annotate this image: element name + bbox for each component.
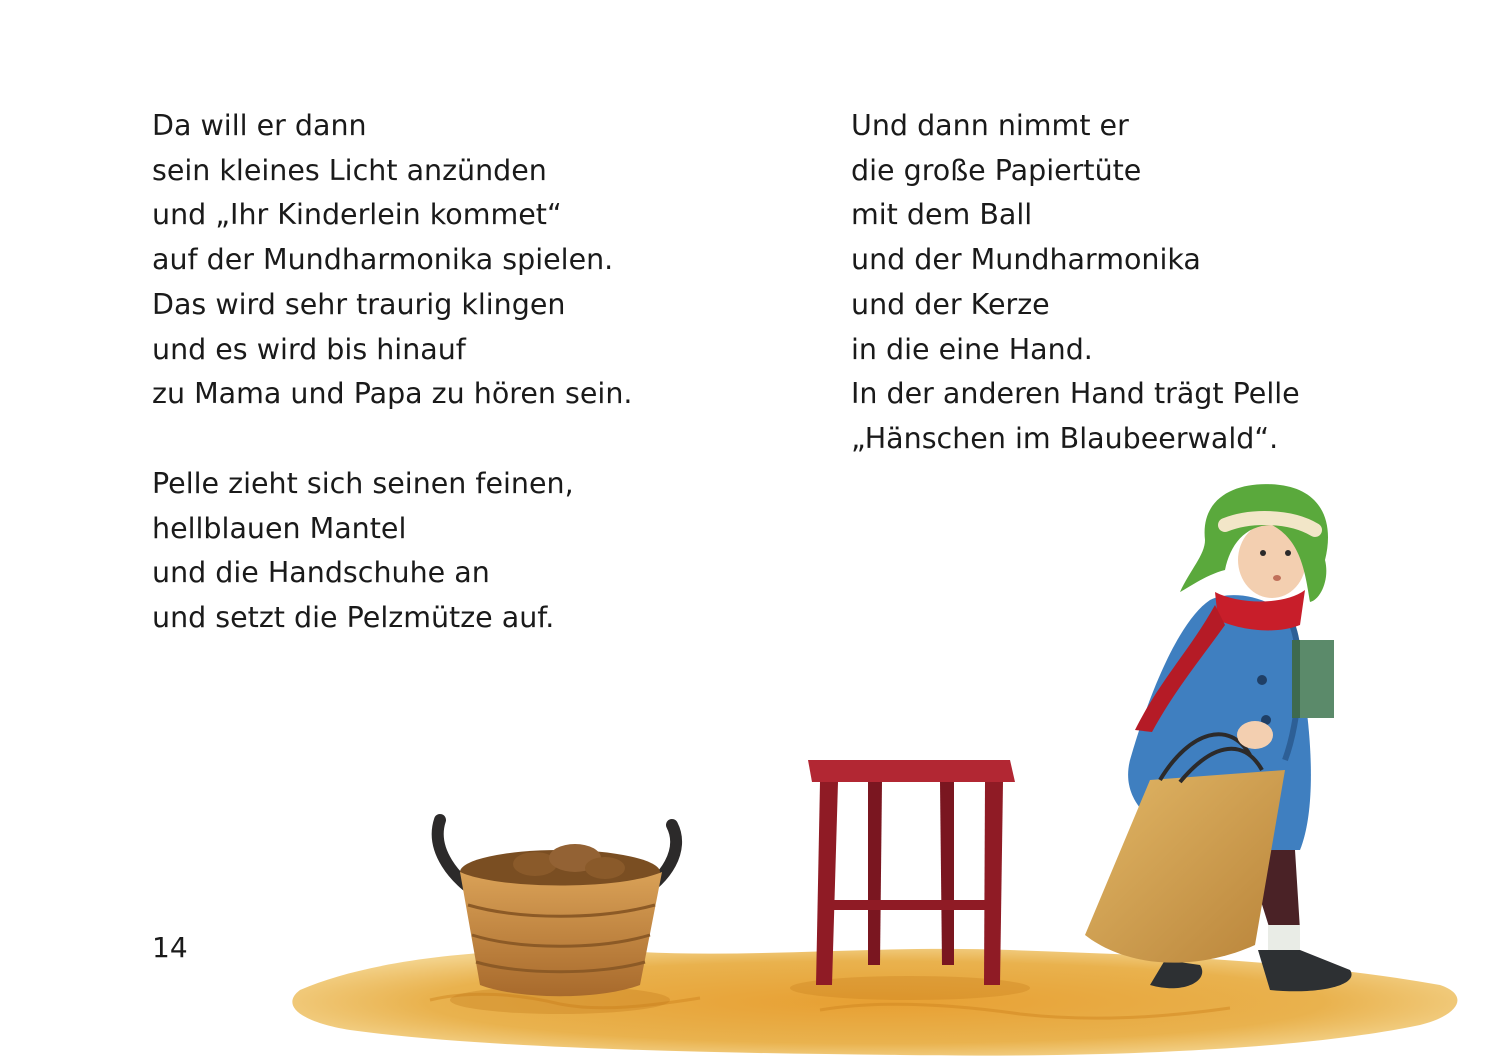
text-line: und der Kerze [851, 287, 1050, 321]
text-line: und der Mundharmonika [851, 243, 1201, 277]
text-line: Da will er dann [152, 109, 367, 142]
text-line: „Hänschen im Blaubeerwald“. [851, 421, 1279, 455]
text-line: zu Mama und Papa zu hören sein. [152, 377, 633, 411]
left-column-stanza-1 [152, 104, 632, 417]
text-line: die große Papiertüte [851, 153, 1142, 187]
text-line: Das wird sehr traurig klingen [152, 287, 566, 321]
text-line: auf der Mundharmonika spielen. [152, 243, 614, 277]
boy-illustration [1085, 484, 1352, 991]
text-line: mit dem Ball [851, 198, 1033, 232]
text-line: Pelle zieht sich seinen feinen, [152, 467, 574, 500]
basket-illustration [438, 820, 676, 996]
stool-illustration [808, 760, 1015, 985]
floor-illustration [292, 949, 1457, 1056]
text-line: und „Ihr Kinderlein kommet“ [152, 198, 562, 232]
text-line: und es wird bis hinauf [152, 332, 466, 366]
page-number: 14 [152, 931, 188, 964]
text-line: sein kleines Licht anzünden [152, 153, 547, 187]
text-line: in die eine Hand. [851, 332, 1093, 366]
text-line: In der anderen Hand trägt Pelle [851, 377, 1300, 411]
left-column-stanza-2 [152, 462, 574, 641]
text-line: Und dann nimmt er [851, 109, 1129, 142]
text-line: und die Handschuhe an [152, 556, 490, 590]
right-column-stanza-1 [851, 104, 1300, 462]
text-line: hellblauen Mantel [152, 511, 407, 545]
text-line: und setzt die Pelzmütze auf. [152, 601, 555, 635]
